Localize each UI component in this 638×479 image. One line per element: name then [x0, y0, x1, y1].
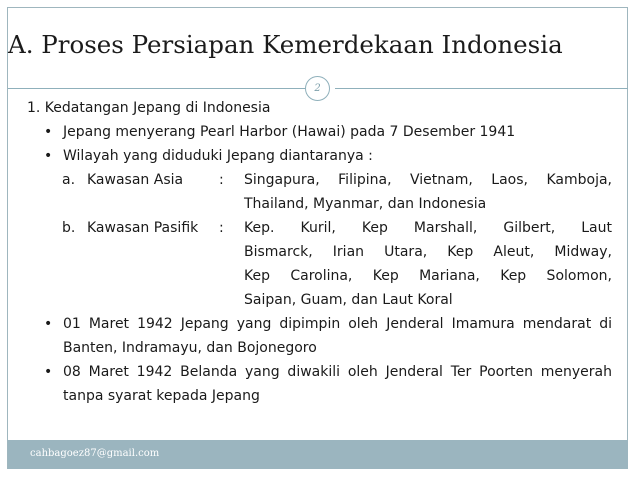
bullet-text: 01 Maret 1942 Jepang yang dipimpin oleh Jenderal Imamura mendarat di Banten, Indramayu, dan Bojonegoro: [63, 316, 612, 356]
footer-bar: [8, 440, 628, 469]
sub-item-colon: :: [219, 172, 224, 188]
sub-item-colon: :: [219, 220, 224, 236]
description-line: Kep Carolina, Kep Mariana, Kep Solomon,: [244, 268, 612, 284]
description-line: Bismarck, Irian Utara, Kep Aleut, Midway,: [244, 244, 612, 260]
title-rule-left: [8, 88, 305, 89]
sub-item-asia: [27, 168, 612, 216]
bullet-dot-icon: •: [44, 124, 53, 140]
bullet-dot-icon: •: [44, 364, 53, 380]
sub-item-name: Kawasan Pasifik: [87, 220, 199, 236]
bullet-item: [27, 144, 612, 168]
bullet-text: Jepang menyerang Pearl Harbor (Hawai) pada 7 Desember 1941: [63, 124, 516, 140]
sub-item-letter: a.: [62, 172, 76, 188]
description-line: Kep. Kuril, Kep Marshall, Gilbert, Laut: [244, 220, 612, 236]
description-line: Singapura, Filipina, Vietnam, Laos, Kamboja,: [244, 172, 612, 188]
bullet-text: Wilayah yang diduduki Jepang diantaranya :: [63, 148, 373, 164]
slide-title: A. Proses Persiapan Kemerdekaan Indonesia: [8, 30, 563, 59]
slide-body: [27, 96, 612, 408]
bullet-item: [27, 120, 612, 144]
sub-item-pacific: [27, 216, 612, 312]
bullet-dot-icon: •: [44, 148, 53, 164]
bullet-item: [27, 360, 612, 408]
sub-item-name: Kawasan Asia: [87, 172, 184, 188]
description-line: Saipan, Guam, dan Laut Koral: [244, 292, 453, 308]
description-line: Thailand, Myanmar, dan Indonesia: [244, 196, 487, 212]
sub-item-letter: b.: [62, 220, 76, 236]
section-heading: 1. Kedatangan Jepang di Indonesia: [27, 100, 271, 116]
title-rule-right: [335, 88, 628, 89]
sub-item-description: [244, 168, 612, 216]
bullet-dot-icon: •: [44, 316, 53, 332]
sub-item-description: [244, 216, 612, 312]
page-number: 2: [314, 83, 321, 94]
bullet-text: 08 Maret 1942 Belanda yang diwakili oleh Jenderal Ter Poorten menyerah tanpa syarat kepada Jepang: [63, 364, 612, 404]
footer-email: cahbagoez87@gmail.com: [30, 448, 160, 459]
bullet-item: [27, 312, 612, 360]
